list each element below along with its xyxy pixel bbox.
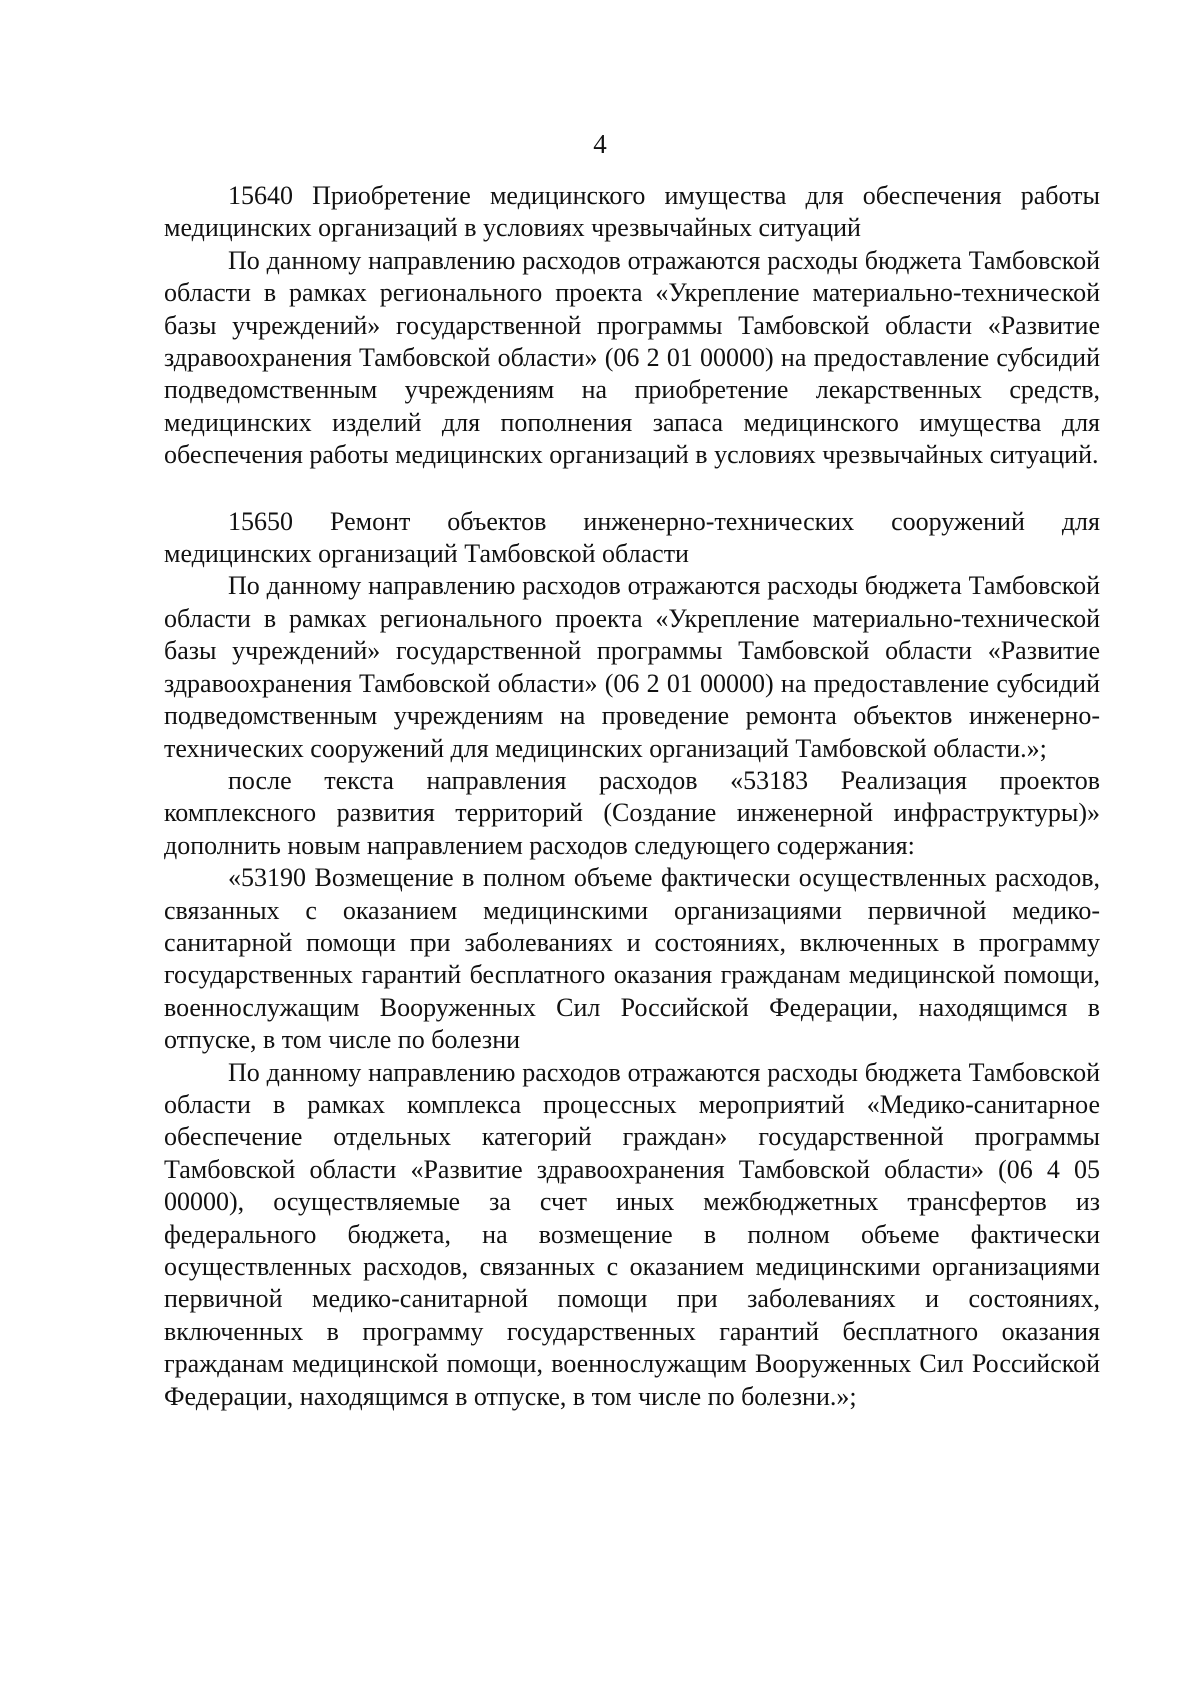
- paragraph-15640-description: По данному направлению расходов отражаются расходы бюджета Тамбовской области в рамках регионального проекта «Укрепление материально-технической базы учреждений» государственной программы Тамбовской области «Развитие здравоохранения Тамбовской области» (06 2 01 00000) на предоставление субсидий подведомственным учреждениям на приобретение лекарственных средств, медицинских изделий для пополнения запаса медицинского имущества для обеспечения работы медицинских организаций в условиях чрезвычайных ситуаций.: [164, 245, 1100, 470]
- paragraph-15650-description: По данному направлению расходов отражаются расходы бюджета Тамбовской области в рамках регионального проекта «Укрепление материально-технической базы учреждений» государственной программы Тамбовской области «Развитие здравоохранения Тамбовской области» (06 2 01 00000) на предоставление субсидий подведомственным учреждениям на проведение ремонта объектов инженерно-технических сооружений для медицинских организаций Тамбовской области.»;: [164, 571, 1100, 763]
- paragraph-15650-heading: 15650 Ремонт объектов инженерно-технических сооружений для медицинских организаций Тамбовской области: [164, 506, 1100, 569]
- paragraph-15640-heading: 15640 Приобретение медицинского имущества для обеспечения работы медицинских организаций в условиях чрезвычайных ситуаций: [164, 181, 1100, 243]
- paragraph-amendment-intro: после текста направления расходов «53183 Реализация проектов комплексного развития территорий (Создание инженерной инфраструктуры)» дополнить новым направлением расходов следующего содержания:: [164, 765, 1100, 860]
- page-number: 4: [593, 129, 607, 159]
- paragraph-53190-description: По данному направлению расходов отражаются расходы бюджета Тамбовской области в рамках комплекса процессных мероприятий «Медико-санитарное обеспечение отдельных категорий граждан» государственной программы Тамбовской области «Развитие здравоохранения Тамбовской области» (06 4 05 00000), осуществляемые за счет иных межбюджетных трансфертов из федерального бюджета, на возмещение в полном объеме фактически осуществленных расходов, связанных с оказанием медицинскими организациями первичной медико-санитарной помощи при заболеваниях и состояниях, включенных в программу государственных гарантий бесплатного оказания гражданам медицинской помощи, военнослужащим Вооруженных Сил Российской Федерации, находящимся в отпуске, в том числе по болезни.»;: [164, 1057, 1100, 1411]
- paragraph-53190-heading: «53190 Возмещение в полном объеме фактически осуществленных расходов, связанных с оказанием медицинскими организациями первичной медико-санитарной помощи при заболеваниях и состояниях, включенных в программу государственных гарантий бесплатного оказания гражданам медицинской помощи, военнослужащим Вооруженных Сил Российской Федерации, находящимся в отпуске, в том числе по болезни: [164, 863, 1100, 1055]
- document-body: [164, 180, 1100, 1413]
